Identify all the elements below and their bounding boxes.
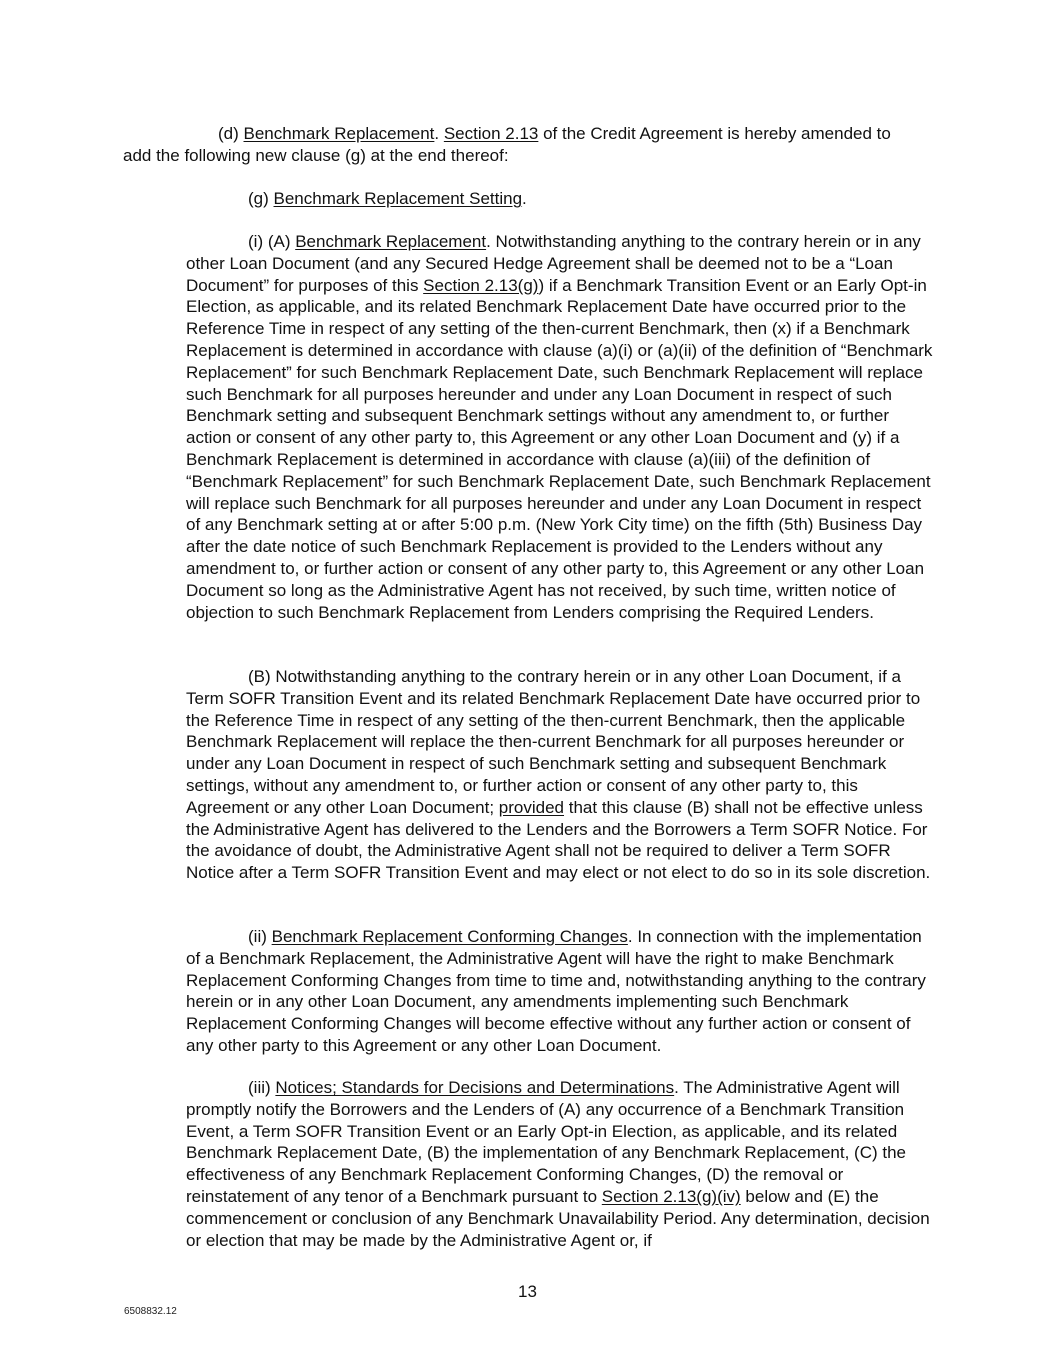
provided-term: provided (498, 797, 565, 817)
section-d-paragraph (123, 123, 913, 167)
clause-g-heading-paragraph (248, 188, 908, 210)
clause-ii-paragraph (186, 926, 926, 1057)
clause-i-label: (i) (A) (248, 232, 291, 251)
clause-g-heading: Benchmark Replacement Setting (273, 189, 523, 208)
section-d-separator: . (434, 124, 444, 143)
document-id: 6508832.12 (124, 1306, 177, 1317)
clause-i-b-text-part1: (B) Notwithstanding anything to the contrary herein or in any other Loan Document, if a Term SOFR Transition Event and its related Benchmark Replacement Date have occurred prior to the Reference Time in respect of any setting of the then-current Benchmark, then the applicable Benchmark Replacement will replace the then-current Benchmark for all purposes hereunder or under any Loan Document in respect of such Benchmark setting and subsequent Benchmark settings, without any amendment to, or further action or consent of any other party to, this Agreement or any other Loan Document; (186, 667, 921, 817)
clause-i-text-part2: ) if a Benchmark Transition Event or an Early Opt-in Election, as applicable, and its related Benchmark Replacement Date have occurred prior to the Reference Time in respect of any setting of the then-current Benchmark, then (x) if a Benchmark Replacement is determined in accordance with clause (a)(i) or (a)(ii) of the definition of “Benchmark Replacement” for such Benchmark Replacement Date, such Benchmark Replacement will replace such Benchmark for all purposes hereunder and under any Loan Document in respect of such Benchmark setting and subsequent Benchmark settings without any amendment to, or further action or consent of any other party to, this Agreement or any other Loan Document and (y) if a Benchmark Replacement is determined in accordance with clause (a)(iii) of the definition of “Benchmark Replacement” for such Benchmark Replacement Date, such Benchmark Replacement will replace such Benchmark for all purposes hereunder and under any Loan Document in respect of any Benchmark setting at or after 5:00 p.m. (New York City time) on the fifth (5th) Business Day after the date notice of such Benchmark Replacement is provided to the Lenders without any amendment to, or further action or consent of any other party to, this Agreement or any other Loan Document so long as the Administrative Agent has not received, by such time, written notice of objection to such Benchmark Replacement from Lenders comprising the Required Lenders. (186, 275, 933, 622)
clause-ii-label: (ii) (248, 927, 267, 946)
section-2-13-g-iv-reference: Section 2.13(g)(iv) (601, 1186, 741, 1206)
clause-iii-text-part1: . The Administrative Agent will promptly notify the Borrowers and the Lenders of (A) any occurrence of a Benchmark Transition Event, a Term SOFR Transition Event or an Early Opt-in Election, as applicable, and its related Benchmark Replacement Date, (B) the implementation of any Benchmark Replacement, (C) the effectiveness of any Benchmark Replacement Conforming Changes, (D) the removal or reinstatement of any tenor of a Benchmark pursuant to (186, 1078, 906, 1206)
clause-iii-label: (iii) (248, 1078, 271, 1097)
section-d-heading: Benchmark Replacement (243, 124, 435, 143)
clause-i-b-text-part2: that this clause (B) shall not be effective unless the Administrative Agent has delivered to the Lenders and the Borrowers a Term SOFR Notice. For the avoidance of doubt, the Administrative Agent shall not be required to deliver a Term SOFR Notice after a Term SOFR Transition Event and may elect or not elect to do so in its sole discretion. (186, 797, 931, 883)
clause-ii-heading: Benchmark Replacement Conforming Changes (271, 927, 628, 946)
page-number: 13 (518, 1282, 537, 1301)
section-d-label: (d) (218, 124, 239, 143)
section-d-text: of the Credit Agreement is hereby amended to add the following new clause (g) at the end thereof: (123, 124, 891, 165)
clause-i-a-paragraph (186, 231, 936, 623)
clause-g-period: . (522, 189, 527, 208)
clause-iii-text-part2: below and (E) the commencement or conclusion of any Benchmark Unavailability Period. Any determination, decision or election that may be made by the Administrative Agent or, if (186, 1186, 930, 1250)
clause-i-text-part1: . Notwithstanding anything to the contrary herein or in any other Loan Document (and any Secured Hedge Agreement shall be deemed not to be a “Loan Document” for purposes of this (186, 232, 921, 295)
clause-iii-heading: Notices; Standards for Decisions and Determinations (275, 1078, 675, 1097)
clause-iii-paragraph (186, 1077, 931, 1251)
clause-g-label: (g) (248, 189, 269, 208)
section-2-13-reference: Section 2.13 (443, 124, 539, 143)
clause-ii-text: . In connection with the implementation of a Benchmark Replacement, the Administrative Agent will have the right to make Benchmark Replacement Conforming Changes from time to time and, notwithstanding anything to the contrary herein or in any other Loan Document, any amendments implementing such Benchmark Replacement Conforming Changes will become effective without any further action or consent of any other party to this Agreement or any other Loan Document. (186, 927, 926, 1055)
clause-i-b-paragraph (186, 666, 936, 884)
section-2-13-g-reference: Section 2.13(g) (423, 275, 539, 295)
clause-i-heading: Benchmark Replacement (295, 232, 487, 251)
